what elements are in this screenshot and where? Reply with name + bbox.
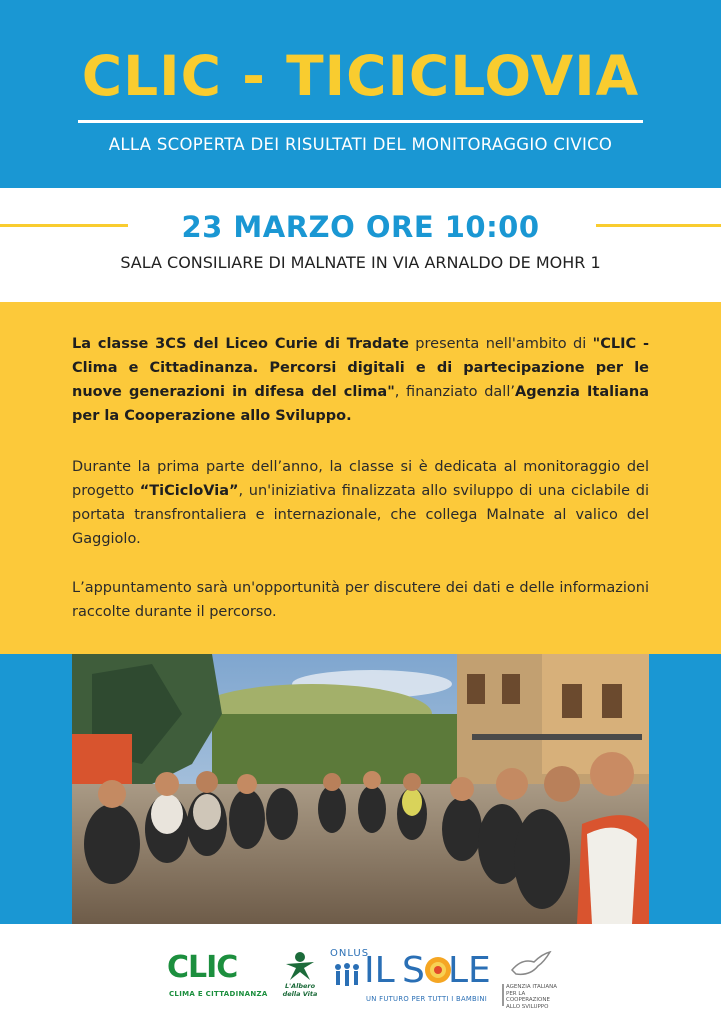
- title-divider: [78, 120, 643, 123]
- event-venue: SALA CONSILIARE DI MALNATE IN VIA ARNALDO DE MOHR 1: [120, 253, 601, 272]
- aics-logo: [500, 948, 560, 1012]
- aics-divider: [502, 984, 504, 1006]
- partner-logos: [0, 930, 721, 1024]
- tree-person-icon: [280, 950, 320, 982]
- sole-word-il: IL: [364, 950, 395, 991]
- sole-word-s: S: [402, 950, 425, 991]
- project-text-2: , un'iniziativa finalizzata allo sviluppo di una ciclabile di portata transfrontaliera e internazionale, che collega Malnate al valico del Gaggiolo.: [72, 483, 649, 547]
- clic-logo-word: CLIC: [167, 950, 238, 985]
- clic-logo: [167, 950, 267, 1010]
- ticiclovia-name: “TiCicloVia”: [139, 483, 239, 499]
- sole-word-le: LE: [448, 950, 491, 991]
- closing-paragraph: L’appuntamento sarà un'opportunità per discutere dei dati e delle informazioni raccolte durante il percorso.: [72, 580, 649, 620]
- children-icon: [332, 962, 362, 996]
- albero-della-vita-logo: [280, 950, 320, 1010]
- project-name: "CLIC - Clima e Cittadinanza. Percorsi digitali e di partecipazione per le nuove generazioni in difesa del clima": [72, 336, 649, 400]
- clic-logo-subtitle: CLIMA E CITTADINANZA: [169, 990, 268, 998]
- intro-text-2: , finanziato dall’: [394, 384, 515, 400]
- students-photo: [72, 654, 649, 924]
- dove-icon: [508, 950, 552, 980]
- aics-logo-text: AGENZIA ITALIANA PER LA COOPERAZIONE ALLO SVILUPPO: [506, 984, 558, 1010]
- funder-name: Agenzia Italiana per la Cooperazione allo Sviluppo.: [72, 384, 649, 424]
- il-sole-logo: [330, 946, 490, 1012]
- onlus-label: ONLUS: [330, 948, 370, 959]
- albero-logo-name: L'Albero della Vita: [282, 982, 318, 998]
- class-name: La classe 3CS del Liceo Curie di Tradate: [72, 336, 409, 352]
- project-text-1: Durante la prima parte dell’anno, la classe si è dedicata al monitoraggio del progetto: [72, 459, 649, 499]
- poster-subtitle: ALLA SCOPERTA DEI RISULTATI DEL MONITORAGGIO CIVICO: [108, 135, 613, 154]
- sole-tagline: UN FUTURO PER TUTTI I BAMBINI: [366, 995, 488, 1003]
- project-paragraph: [72, 455, 649, 551]
- poster-title: CLIC - TICICLOVIA: [81, 44, 640, 108]
- intro-paragraph: [72, 332, 649, 428]
- event-date-time: 23 MARZO ORE 10:00: [181, 210, 540, 244]
- intro-text-1: presenta nell'ambito di: [408, 336, 593, 352]
